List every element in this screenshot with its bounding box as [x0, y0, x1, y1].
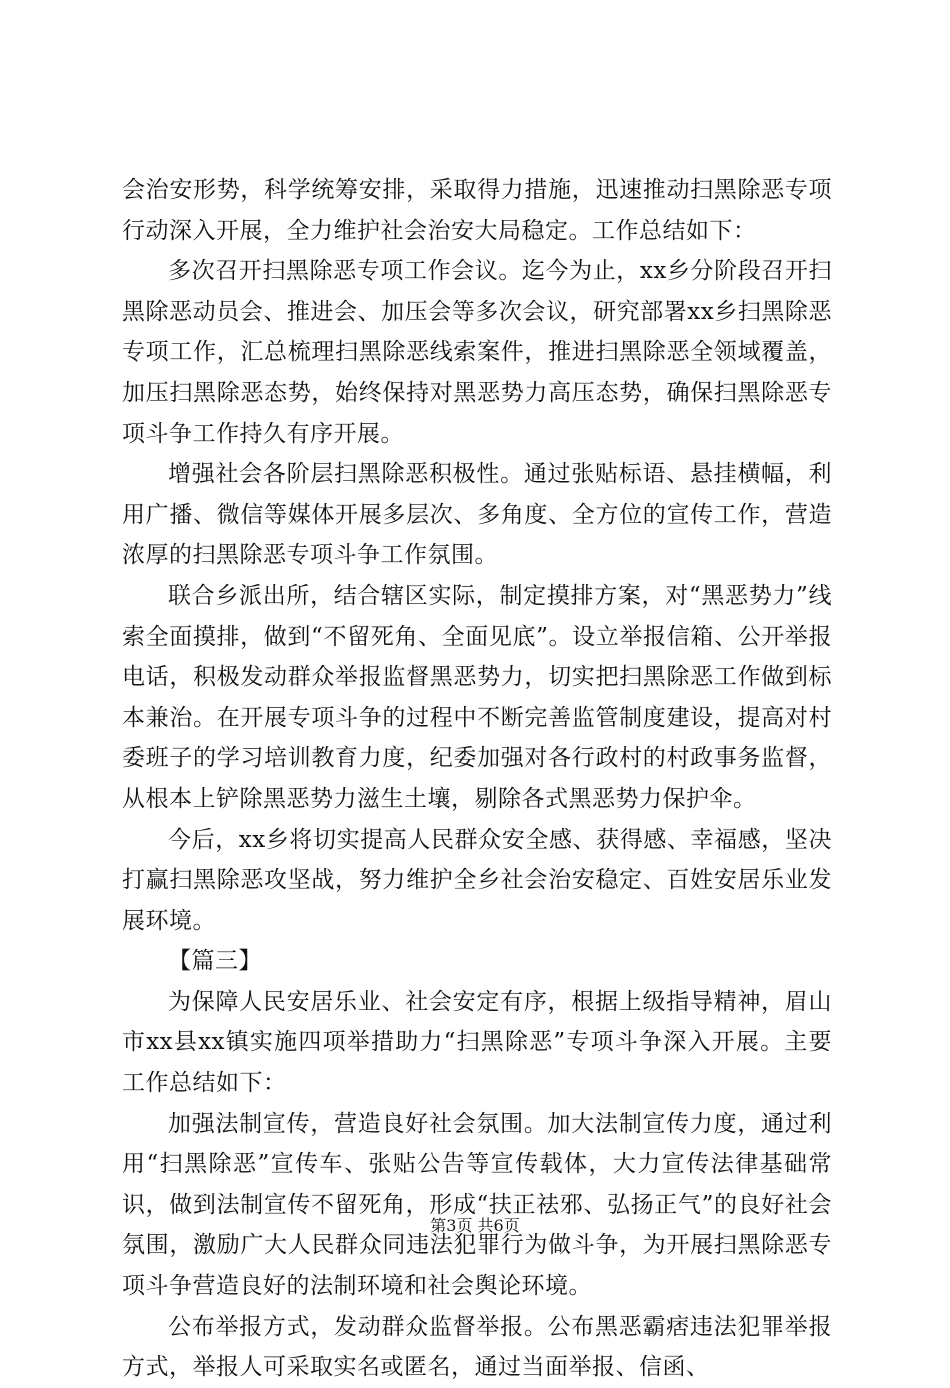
paragraph: 为保障人民安居乐业、社会安定有序，根据上级指导精神，眉山市xx县xx镇实施四项举措助力“扫黑除恶”专项斗争深入开展。主要工作总结如下：: [122, 988, 832, 1097]
paragraph: 联合乡派出所，结合辖区实际，制定摸排方案，对“黑恶势力”线索全面摸排，做到“不留死角、全面见底”。设立举报信箱、公开举报电话，积极发动群众举报监督黑恶势力，切实把扫黑除恶工作做到标本兼治。在开展专项斗争的过程中不断完善监管制度建设，提高对村委班子的学习培训教育力度，纪委加强对各行政村的村政事务监督，从根本上铲除黑恶势力滋生土壤，剔除各式黑恶势力保护伞。: [122, 582, 832, 812]
paragraph: 会治安形势，科学统筹安排，采取得力措施，迅速推动扫黑除恶专项行动深入开展，全力维护社会治安大局稳定。工作总结如下：: [122, 177, 832, 244]
paragraph: 加强法制宣传，营造良好社会氛围。加大法制宣传力度，通过利用“扫黑除恶”宣传车、张贴公告等宣传载体，大力宣传法律基础常识，做到法制宣传不留死角，形成“扶正祛邪、弘扬正气”的良好社会氛围，激励广大人民群众同违法犯罪行为做斗争，为开展扫黑除恶专项斗争营造良好的法制环境和社会舆论环境。: [122, 1110, 832, 1300]
paragraph: 公布举报方式，发动群众监督举报。公布黑恶霸痞违法犯罪举报方式，举报人可采取实名或匿名，通过当面举报、信函、: [122, 1313, 832, 1381]
paragraph: 多次召开扫黑除恶专项工作会议。迄今为止，xx乡分阶段召开扫黑除恶动员会、推进会、加压会等多次会议，研究部署xx乡扫黑除恶专项工作，汇总梳理扫黑除恶线索案件，推进扫黑除恶全领域覆盖，加压扫黑除恶态势，始终保持对黑恶势力高压态势，确保扫黑除恶专项斗争工作持久有序开展。: [122, 258, 832, 447]
page-footer: 第3页 共6页: [430, 1216, 520, 1235]
section-heading: 【篇三】: [168, 948, 262, 975]
paragraph: 今后，xx乡将切实提高人民群众安全感、获得感、幸福感，坚决打赢扫黑除恶攻坚战，努力维护全乡社会治安稳定、百姓安居乐业发展环境。: [122, 826, 832, 934]
paragraph: 增强社会各阶层扫黑除恶积极性。通过张贴标语、悬挂横幅，利用广播、微信等媒体开展多层次、多角度、全方位的宣传工作，营造浓厚的扫黑除恶专项斗争工作氛围。: [122, 461, 832, 569]
document-body: [122, 170, 832, 1388]
